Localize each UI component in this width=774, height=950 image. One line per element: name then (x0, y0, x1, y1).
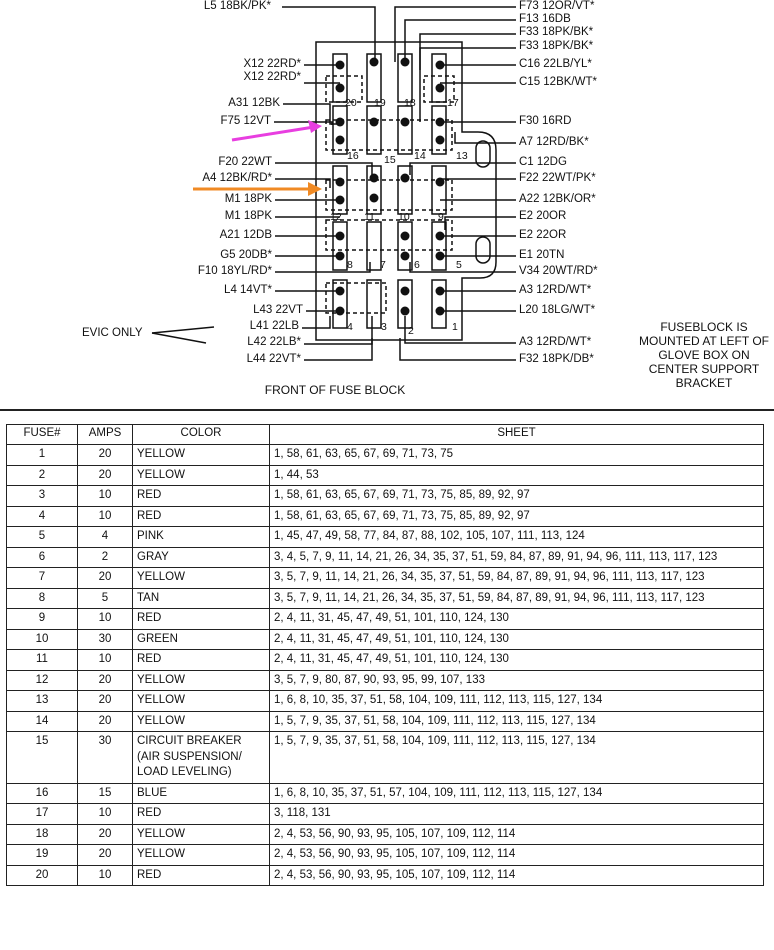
fuse-table (6, 424, 764, 886)
color-cell: YELLOW (133, 845, 270, 866)
amps-cell: 20 (78, 568, 133, 589)
table-row (7, 804, 764, 825)
fuse-number: 1 (452, 321, 458, 333)
fuse-number: 19 (374, 97, 386, 109)
color-cell: YELLOW (133, 568, 270, 589)
sheet-cell: 2, 4, 53, 56, 90, 93, 95, 105, 107, 109, 112, 114 (270, 824, 764, 845)
amps-cell: 10 (78, 650, 133, 671)
amps-cell: 10 (78, 609, 133, 630)
sheet-cell: 2, 4, 11, 31, 45, 47, 49, 51, 101, 110, 124, 130 (270, 650, 764, 671)
wire-label-right: C1 12DG (519, 156, 567, 168)
table-row (7, 865, 764, 886)
table-row (7, 445, 764, 466)
fuse-number: 8 (347, 259, 353, 271)
color-cell: TAN (133, 588, 270, 609)
fuse-number-cell: 13 (7, 691, 78, 712)
wire-label-left: L43 22VT (253, 304, 303, 316)
sheet-cell: 1, 58, 61, 63, 65, 67, 69, 71, 73, 75 (270, 445, 764, 466)
wire-label-right: F33 18PK/BK* (519, 26, 594, 38)
fuse-number: 10 (398, 211, 410, 223)
wire-label-left: F75 12VT (220, 115, 271, 127)
amps-cell: 30 (78, 629, 133, 650)
fuse-number: 15 (384, 154, 396, 166)
fuse-number-cell: 17 (7, 804, 78, 825)
color-cell: YELLOW (133, 465, 270, 486)
amps-cell: 10 (78, 486, 133, 507)
amps-cell: 2 (78, 547, 133, 568)
wire-label-right: A22 12BK/OR* (519, 193, 596, 205)
fuse-number: 11 (364, 211, 375, 223)
color-cell: YELLOW (133, 711, 270, 732)
wire-label-right: E2 22OR (519, 229, 567, 241)
wire-label-left: M1 18PK (224, 193, 272, 205)
table-row (7, 691, 764, 712)
mount-slot-bottom (476, 237, 490, 263)
table-row (7, 845, 764, 866)
fuse-number-cell: 15 (7, 732, 78, 784)
wire-label-right: A3 12RD/WT* (519, 336, 592, 348)
amps-cell: 20 (78, 845, 133, 866)
wire-label-right: F73 12OR/VT* (519, 0, 595, 12)
fuse-number-cell: 16 (7, 783, 78, 804)
wire-label-right: E2 20OR (519, 210, 567, 222)
wire-label-right: F22 22WT/PK* (519, 172, 596, 184)
wire-label-right: L20 18LG/WT* (519, 304, 596, 316)
fuse-number: 9 (438, 211, 444, 223)
wire-label-left: L4 14VT* (224, 284, 272, 296)
table-row (7, 588, 764, 609)
table-row (7, 670, 764, 691)
wire-label-left: X12 22RD* (243, 71, 301, 83)
amps-cell: 20 (78, 465, 133, 486)
sheet-cell: 1, 58, 61, 63, 65, 67, 69, 71, 73, 75, 85, 89, 92, 97 (270, 506, 764, 527)
sheet-cell: 2, 4, 53, 56, 90, 93, 95, 105, 107, 109, 112, 114 (270, 865, 764, 886)
fuse-number: 6 (414, 259, 420, 271)
sheet-cell: 3, 118, 131 (270, 804, 764, 825)
wire-label-left: A4 12BK/RD* (202, 172, 272, 184)
fuse-number-cell: 5 (7, 527, 78, 548)
wire-label-left: A21 12DB (219, 229, 272, 241)
fuse-number: 20 (345, 97, 357, 109)
fuse-number: 13 (456, 150, 468, 162)
amps-cell: 10 (78, 865, 133, 886)
sheet-cell: 3, 5, 7, 9, 80, 87, 90, 93, 95, 99, 107, 133 (270, 670, 764, 691)
sheet-cell: 2, 4, 53, 56, 90, 93, 95, 105, 107, 109, 112, 114 (270, 845, 764, 866)
header-fuse: FUSE# (7, 425, 78, 445)
amps-cell: 5 (78, 588, 133, 609)
fuse-number: 14 (414, 150, 426, 162)
color-cell: CIRCUIT BREAKER (AIR SUSPENSION/ LOAD LEVELING) (133, 732, 270, 784)
fuse-number-cell: 14 (7, 711, 78, 732)
wire-label-left: X12 22RD* (243, 58, 301, 70)
sheet-cell: 1, 44, 53 (270, 465, 764, 486)
wire-label-left: L44 22VT* (246, 353, 301, 365)
amps-cell: 10 (78, 506, 133, 527)
amps-cell: 4 (78, 527, 133, 548)
sheet-cell: 1, 45, 47, 49, 58, 77, 84, 87, 88, 102, 105, 107, 111, 113, 124 (270, 527, 764, 548)
fuse-number-cell: 12 (7, 670, 78, 691)
color-cell: GREEN (133, 629, 270, 650)
fuse-number-cell: 11 (7, 650, 78, 671)
fuse-number-cell: 8 (7, 588, 78, 609)
color-cell: GRAY (133, 547, 270, 568)
fuse-number-cell: 4 (7, 506, 78, 527)
wire-label-left: M1 18PK (224, 210, 272, 222)
fuse-number: 18 (404, 97, 416, 109)
color-cell: YELLOW (133, 670, 270, 691)
sheet-cell: 1, 6, 8, 10, 35, 37, 51, 58, 104, 109, 111, 112, 113, 115, 127, 134 (270, 691, 764, 712)
header-amps: AMPS (78, 425, 133, 445)
sheet-cell: 3, 5, 7, 9, 11, 14, 21, 26, 34, 35, 37, 51, 59, 84, 87, 89, 91, 94, 96, 111, 113, 117, 123 (270, 588, 764, 609)
wire-label-left: F20 22WT (218, 156, 272, 168)
amps-cell: 20 (78, 691, 133, 712)
fuse-number-cell: 2 (7, 465, 78, 486)
fuse-number-cell: 6 (7, 547, 78, 568)
wire-label-right: A3 12RD/WT* (519, 284, 592, 296)
sheet-cell: 3, 5, 7, 9, 11, 14, 21, 26, 34, 35, 37, 51, 59, 84, 87, 89, 91, 94, 96, 111, 113, 117, 123 (270, 568, 764, 589)
fuse-number-cell: 1 (7, 445, 78, 466)
color-cell: RED (133, 650, 270, 671)
table-body (7, 445, 764, 886)
table-row (7, 568, 764, 589)
table-row (7, 465, 764, 486)
fuse-number-cell: 19 (7, 845, 78, 866)
fuse-number-cell: 3 (7, 486, 78, 507)
header-sheet: SHEET (270, 425, 764, 445)
table-row (7, 711, 764, 732)
wire-label-right: F30 16RD (519, 115, 572, 127)
color-cell: RED (133, 865, 270, 886)
amps-cell: 15 (78, 783, 133, 804)
table-row (7, 486, 764, 507)
wire-label-left: G5 20DB* (220, 249, 272, 261)
wire-label-left: L42 22LB* (247, 336, 301, 348)
wire-label-right: V34 20WT/RD* (519, 265, 598, 277)
divider (0, 409, 774, 411)
fuse-number-cell: 7 (7, 568, 78, 589)
sheet-cell: 2, 4, 11, 31, 45, 47, 49, 51, 101, 110, 124, 130 (270, 609, 764, 630)
fuse-number: 16 (347, 150, 359, 162)
amps-cell: 20 (78, 445, 133, 466)
sheet-cell: 1, 6, 8, 10, 35, 37, 51, 57, 104, 109, 111, 112, 113, 115, 127, 134 (270, 783, 764, 804)
wire-label-right: F33 18PK/BK* (519, 40, 594, 52)
sheet-cell: 3, 4, 5, 7, 9, 11, 14, 21, 26, 34, 35, 37, 51, 59, 84, 87, 89, 91, 94, 96, 111, 113, 117, 123 (270, 547, 764, 568)
wire-label-right: C16 22LB/YL* (519, 58, 592, 70)
sheet-cell: 2, 4, 11, 31, 45, 47, 49, 51, 101, 110, 124, 130 (270, 629, 764, 650)
wire-label-left: L5 18BK/PK* (203, 0, 271, 12)
fuse-number: 4 (347, 321, 353, 333)
fuse-number: 2 (408, 325, 414, 337)
fuse-cavities (333, 54, 446, 328)
table-row (7, 650, 764, 671)
wire-label-right: A7 12RD/BK* (519, 136, 589, 148)
fuse-number-cell: 9 (7, 609, 78, 630)
color-cell: YELLOW (133, 691, 270, 712)
color-cell: PINK (133, 527, 270, 548)
amps-cell: 20 (78, 824, 133, 845)
mounting-note: FUSEBLOCK IS MOUNTED AT LEFT OF GLOVE BOX ON CENTER SUPPORT BRACKET (638, 320, 769, 390)
table-row (7, 732, 764, 784)
wire-label-right: C15 12BK/WT* (519, 76, 597, 88)
table-header-row (7, 425, 764, 445)
amps-cell: 10 (78, 804, 133, 825)
fuse-number: 5 (456, 259, 462, 271)
amps-cell: 20 (78, 711, 133, 732)
header-color: COLOR (133, 425, 270, 445)
sheet-cell: 1, 5, 7, 9, 35, 37, 51, 58, 104, 109, 111, 112, 113, 115, 127, 134 (270, 732, 764, 784)
sheet-cell: 1, 58, 61, 63, 65, 67, 69, 71, 73, 75, 85, 89, 92, 97 (270, 486, 764, 507)
fuse-number: 3 (381, 321, 387, 333)
table-row (7, 506, 764, 527)
table-row (7, 527, 764, 548)
color-cell: RED (133, 609, 270, 630)
color-cell: YELLOW (133, 445, 270, 466)
wire-label-right: F32 18PK/DB* (519, 353, 594, 365)
wire-label-right: F13 16DB (519, 13, 571, 25)
fuse-number: 12 (330, 211, 342, 223)
color-cell: RED (133, 804, 270, 825)
color-cell: RED (133, 506, 270, 527)
table-row (7, 629, 764, 650)
fuse-number-cell: 18 (7, 824, 78, 845)
wire-label-left: A31 12BK (228, 97, 280, 109)
front-label: FRONT OF FUSE BLOCK (264, 383, 406, 397)
evic-label: EVIC ONLY (82, 327, 143, 339)
amps-cell: 20 (78, 670, 133, 691)
table-row (7, 547, 764, 568)
table-row (7, 824, 764, 845)
fuse-number: 17 (447, 97, 459, 109)
table-row (7, 783, 764, 804)
table-row (7, 609, 764, 630)
wire-label-left: F10 18YL/RD* (197, 265, 272, 277)
color-cell: RED (133, 486, 270, 507)
wire-label-right: E1 20TN (519, 249, 565, 261)
color-cell: BLUE (133, 783, 270, 804)
fuse-number-cell: 20 (7, 865, 78, 886)
amps-cell: 30 (78, 732, 133, 784)
wire-label-left: L41 22LB (249, 320, 299, 332)
sheet-cell: 1, 5, 7, 9, 35, 37, 51, 58, 104, 109, 111, 112, 113, 115, 127, 134 (270, 711, 764, 732)
fuse-number-cell: 10 (7, 629, 78, 650)
color-cell: YELLOW (133, 824, 270, 845)
fuse-number: 7 (380, 259, 386, 271)
